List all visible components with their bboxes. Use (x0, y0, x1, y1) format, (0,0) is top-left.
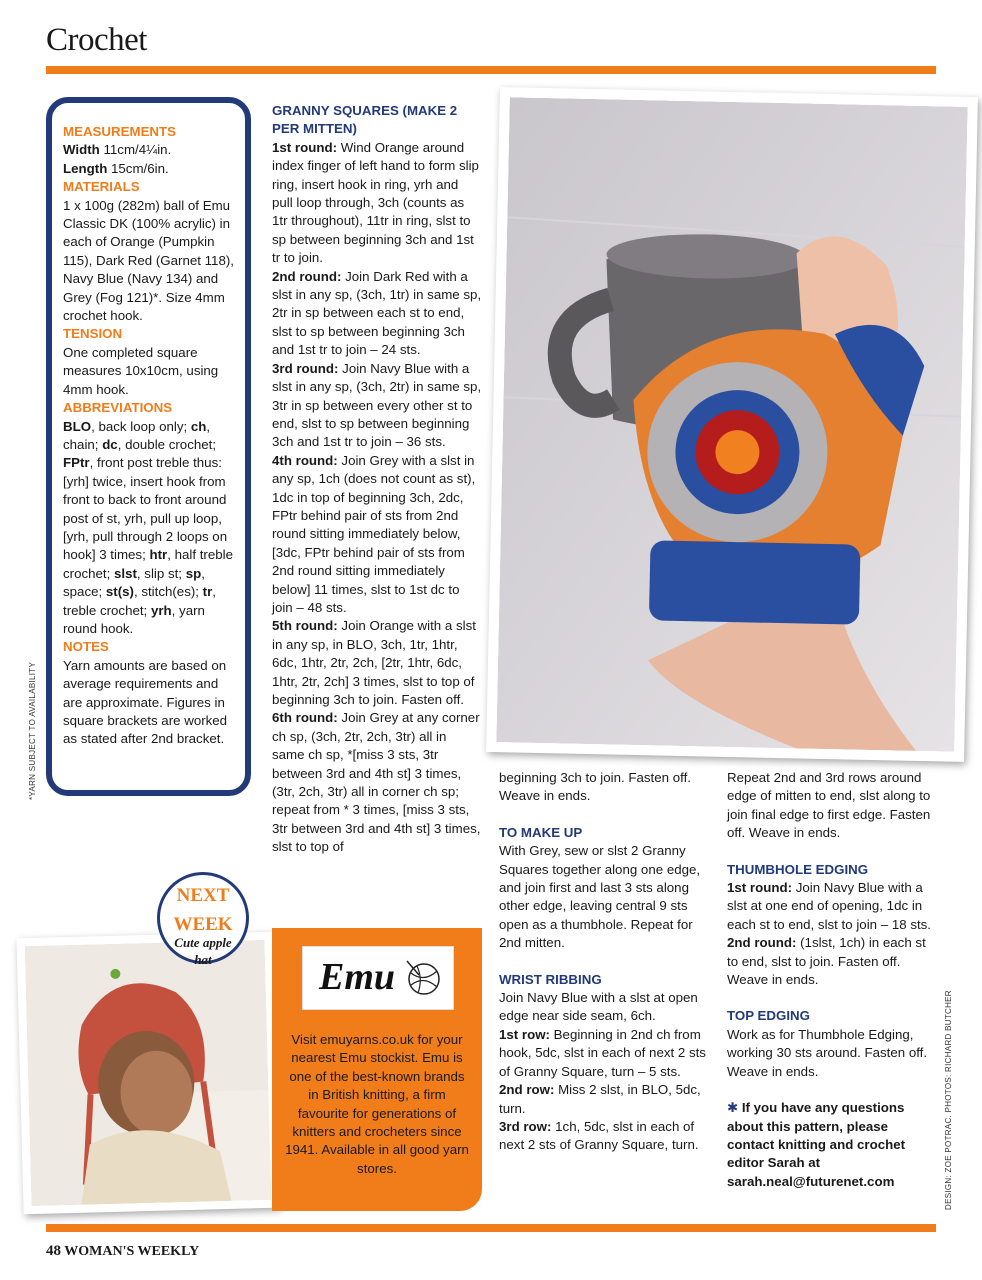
round-4: 4th round: Join Grey with a slst in any sp, 1ch (does not count as st), 1dc in top of beginning 3ch, 2dc, FPtr behind pair of sts from 2nd round sitting immediately below, [3dc, FPtr behind pair of sts from 2nd round sitting immediately below] 11 times, slst to 1st dc to join – 48 sts. (272, 452, 476, 615)
abbreviations-list: BLO, back loop only; ch, chain; dc, double crochet; FPtr, front post treble thus: [yrh] twice, insert hook from front to back to front around post of st, yrh, pull up loop, [yrh, pull through 2 loops on hook] 3 times; htr, half treble crochet; slst, slip st; sp, space; st(s), stitch(es); tr, treble crochet; yrh, yarn round hook. (63, 418, 233, 636)
length-line: Length 15cm/6in. (63, 160, 169, 176)
footer-rule (46, 1224, 936, 1232)
yarn-ball-icon (403, 957, 445, 999)
top-edging-heading: TOP EDGING (727, 1008, 811, 1024)
page-number: 48 (46, 1243, 61, 1259)
next-week-badge (157, 872, 249, 967)
emu-promo-text: Visit emuyarns.co.uk for your nearest Emu stockist. Emu is one of the best-known brands in British knitting, a firm favourite for generations of knitters and crocheters since 1941. Available in all good yarn stores. (285, 1032, 469, 1176)
granny-squares-column (272, 102, 482, 857)
section-title: Crochet (46, 22, 147, 58)
folio (46, 1243, 199, 1260)
granny-continuation: beginning 3ch to join. Fasten off. Weave in ends. (499, 770, 691, 804)
tension-heading: TENSION (63, 326, 123, 342)
availability-note: *YARN SUBJECT TO AVAILABILITY (28, 661, 37, 800)
emu-logo-text: Emu (319, 956, 396, 998)
emu-logo (302, 946, 454, 1010)
tension-text: One completed square measures 10x10cm, using 4mm hook. (63, 344, 219, 397)
make-up-text: With Grey, sew or slst 2 Granny Squares together along one edge, and join first and last 3 sts along other edge, leaving central 9 sts open as a thumbhole. Repeat for 2nd mitten. (499, 843, 701, 951)
header-rule (46, 66, 936, 74)
asterisk-icon: ✱ (727, 1100, 739, 1116)
notes-text: Yarn amounts are based on average requirements and are approximate. Figures in square brackets are worked as stated after 2nd bracket. (63, 657, 228, 747)
round-1: 1st round: Wind Orange around index finger of left hand to form slip ring, insert hook in ring, yrh and pull loop through, 3ch (counts as 1tr throughout), 11tr in ring, slst to sp between beginning 3ch and 1st tr to join. (272, 139, 479, 266)
materials-text: 1 x 100g (282m) ball of Emu Classic DK (100% acrylic) in each of Orange (Pumpkin 115), Dark Red (Garnet 118), Navy Blue (Navy 134) and Grey (Fog 121)*. Size 4mm crochet hook. (63, 197, 234, 324)
thumb-round-1: 1st round: Join Navy Blue with a slst at one end of opening, 1dc in each st to end, slst to join – 18 sts. (727, 880, 931, 932)
granny-heading: GRANNY SQUARES (MAKE 2 PER MITTEN) (272, 103, 458, 137)
wrist-intro: Join Navy Blue with a slst at open edge near side seam, 6ch. (499, 990, 698, 1024)
pattern-info-box (46, 97, 251, 796)
make-up-heading: TO MAKE UP (499, 824, 583, 840)
notes-heading: NOTES (63, 639, 109, 655)
mitten-photo-image (496, 97, 967, 751)
badge-next: NEXT (176, 885, 230, 906)
edging-column (727, 769, 939, 1191)
next-week-photo (16, 932, 279, 1215)
mitten-photo (486, 87, 978, 762)
round-3: 3rd round: Join Navy Blue with a slst in any sp, (3ch, 2tr) in same sp, 3tr in sp between every other st to end, slst to sp between beginning 3ch and 1st tr to join – 36 sts. (272, 360, 482, 450)
make-up-column (499, 769, 709, 1155)
round-5: 5th round: Join Orange with a slst in any sp, in BLO, 3ch, 1tr, 1htr, 6dc, 1htr, 2tr, 2ch, [2tr, 1htr, 6dc, 1htr, 2tr, 2ch] 3 times, slst to top of beginning 3ch to join. Fasten off. (272, 618, 476, 707)
ribbing-continuation: Repeat 2nd and 3rd rows around edge of mitten to end, slst along to join final edge to first edge. Fasten off. Weave in ends. (727, 770, 931, 841)
wrist-ribbing-heading: WRIST RIBBING (499, 971, 602, 987)
publication-name: WOMAN'S WEEKLY (64, 1244, 200, 1259)
width-line: Width 11cm/4¼in. (63, 142, 172, 158)
abbreviations-heading: ABBREVIATIONS (63, 400, 173, 416)
contact-note: ✱ If you have any questions about this pattern, please contact knitting and crochet editor Sarah at sarah.neal@futurenet.com (727, 1100, 906, 1189)
child-hat-image (25, 940, 272, 1206)
credits: DESIGN: ZOE POTRAC. PHOTOS: RICHARD BUTCHER (944, 990, 953, 1210)
badge-title-2: hat (194, 952, 212, 967)
wrist-row-1: 1st row: Beginning in 2nd ch from hook, 5dc, slst in each of next 2 sts of Granny Square, turn – 5 sts. (499, 1026, 706, 1079)
emu-promo (272, 928, 482, 1211)
round-2: 2nd round: Join Dark Red with a slst in any sp, (3ch, 1tr) in same sp, 2tr in sp between each st to end, slst to sp between beginning 3ch and 1st tr to join – 24 sts. (272, 268, 482, 358)
measurements-heading: MEASUREMENTS (63, 124, 177, 139)
thumb-round-2: 2nd round: (1slst, 1ch) in each st to end, slst to join. Fasten off. Weave in ends. (727, 935, 926, 988)
top-edging-text: Work as for Thumbhole Edging, working 30 sts around. Fasten off. Weave in ends. (727, 1026, 928, 1079)
wrist-row-3: 3rd row: 1ch, 5dc, slst in each of next 2 sts of Granny Square, turn. (499, 1118, 699, 1153)
thumbhole-heading: THUMBHOLE EDGING (727, 861, 869, 877)
round-6: 6th round: Join Grey at any corner ch sp, (3ch, 2tr, 2ch, 3tr) all in same ch sp, *[miss 3 sts, 3tr between 3rd and 4th st] 3 times, (3tr, 2ch, 3tr) all in corner ch sp; repeat from * 3 times, [miss 3 sts, 3tr between 3rd and 4th st] 3 times, slst to top of (272, 710, 481, 855)
wrist-row-2: 2nd row: Miss 2 slst, in BLO, 5dc, turn. (499, 1082, 701, 1116)
badge-week: WEEK (173, 914, 233, 935)
badge-title: Cute apple (174, 935, 232, 950)
materials-heading: MATERIALS (63, 179, 140, 195)
